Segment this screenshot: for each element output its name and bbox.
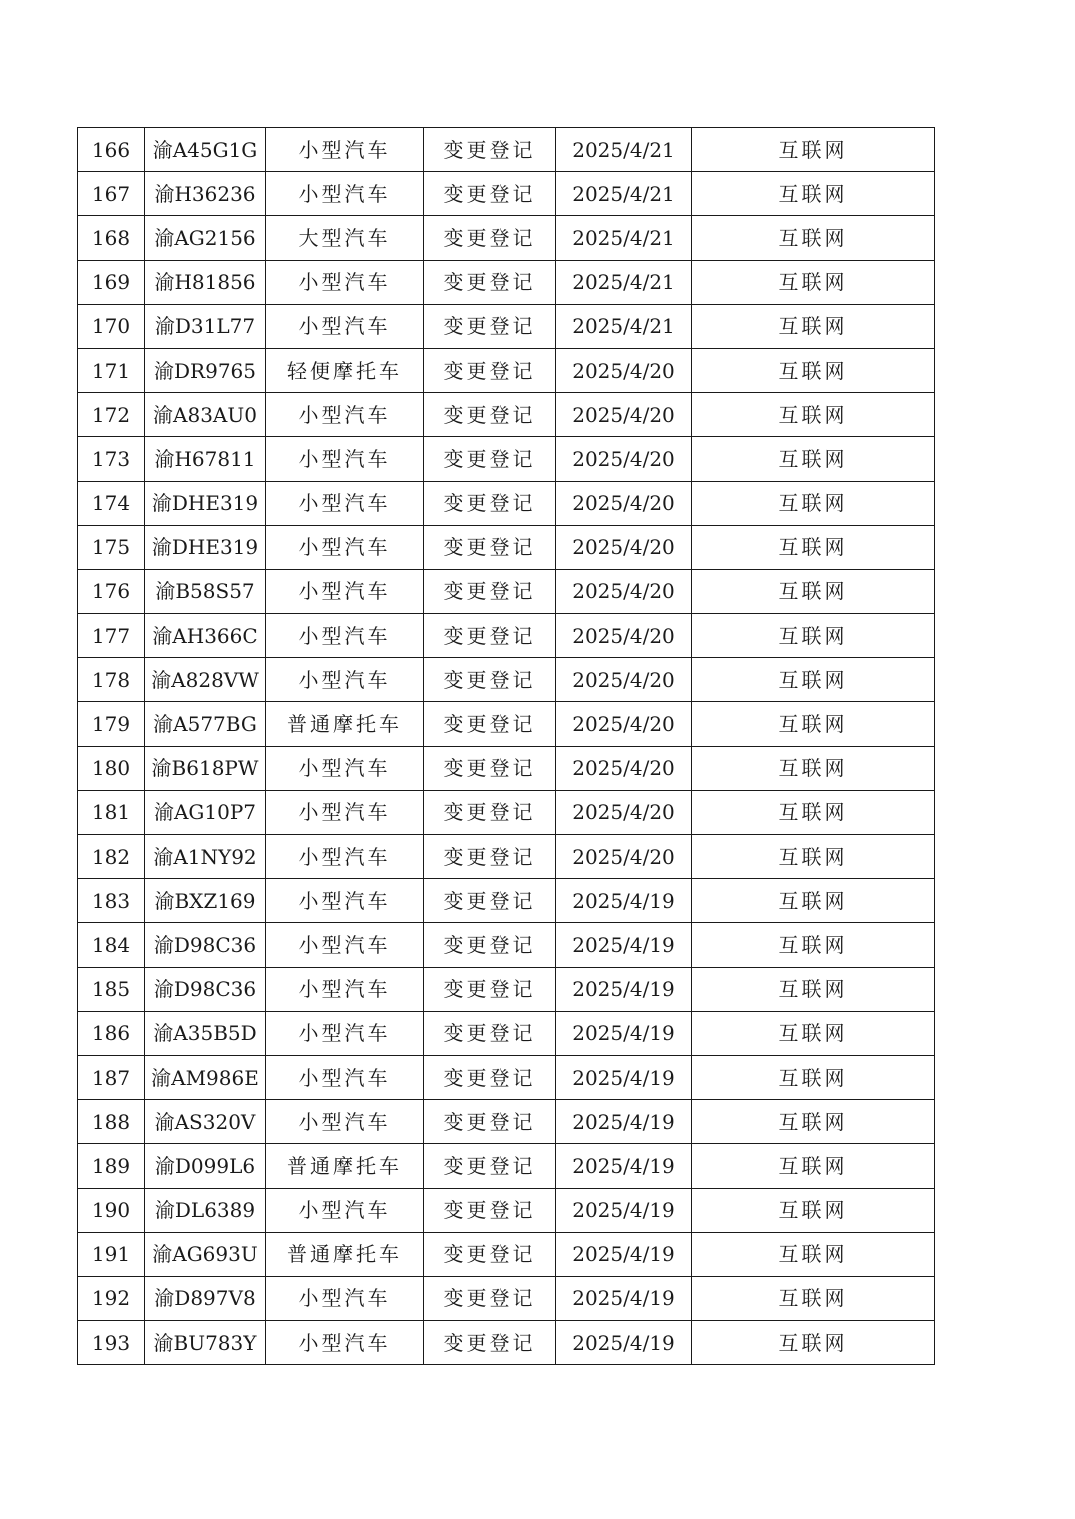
table-row <box>78 525 935 569</box>
vehicle-type: 大型汽车 <box>266 216 424 260</box>
handle-date: 2025/4/21 <box>556 304 692 348</box>
row-number: 167 <box>78 172 145 216</box>
handle-channel: 互联网 <box>692 437 935 481</box>
plate-number: 渝BXZ169 <box>145 879 266 923</box>
handle-date: 2025/4/20 <box>556 481 692 525</box>
business-type: 变更登记 <box>424 879 556 923</box>
table-row <box>78 128 935 172</box>
plate-number: 渝A45G1G <box>145 128 266 172</box>
handle-date: 2025/4/19 <box>556 1011 692 1055</box>
plate-number: 渝AM986E <box>145 1055 266 1099</box>
vehicle-type: 小型汽车 <box>266 1100 424 1144</box>
plate-number: 渝D31L77 <box>145 304 266 348</box>
handle-channel: 互联网 <box>692 923 935 967</box>
handle-date: 2025/4/20 <box>556 525 692 569</box>
handle-date: 2025/4/21 <box>556 216 692 260</box>
business-type: 变更登记 <box>424 393 556 437</box>
plate-number: 渝B618PW <box>145 746 266 790</box>
handle-date: 2025/4/19 <box>556 967 692 1011</box>
table-row <box>78 304 935 348</box>
table-row <box>78 967 935 1011</box>
handle-date: 2025/4/19 <box>556 923 692 967</box>
business-type: 变更登记 <box>424 1321 556 1365</box>
table-row <box>78 614 935 658</box>
handle-channel: 互联网 <box>692 1232 935 1276</box>
table-row <box>78 702 935 746</box>
handle-channel: 互联网 <box>692 569 935 613</box>
vehicle-type: 轻便摩托车 <box>266 348 424 392</box>
row-number: 189 <box>78 1144 145 1188</box>
vehicle-type: 普通摩托车 <box>266 1232 424 1276</box>
business-type: 变更登记 <box>424 614 556 658</box>
vehicle-type: 小型汽车 <box>266 614 424 658</box>
row-number: 168 <box>78 216 145 260</box>
row-number: 180 <box>78 746 145 790</box>
handle-channel: 互联网 <box>692 1011 935 1055</box>
vehicle-type: 小型汽车 <box>266 835 424 879</box>
handle-channel: 互联网 <box>692 304 935 348</box>
handle-date: 2025/4/19 <box>556 879 692 923</box>
vehicle-type: 小型汽车 <box>266 128 424 172</box>
vehicle-type: 小型汽车 <box>266 1321 424 1365</box>
business-type: 变更登记 <box>424 658 556 702</box>
handle-channel: 互联网 <box>692 1055 935 1099</box>
business-type: 变更登记 <box>424 1055 556 1099</box>
table-row <box>78 1055 935 1099</box>
plate-number: 渝AG693U <box>145 1232 266 1276</box>
table-row <box>78 658 935 702</box>
business-type: 变更登记 <box>424 216 556 260</box>
business-type: 变更登记 <box>424 481 556 525</box>
plate-number: 渝B58S57 <box>145 569 266 613</box>
vehicle-type: 小型汽车 <box>266 746 424 790</box>
vehicle-type: 小型汽车 <box>266 393 424 437</box>
table-row <box>78 348 935 392</box>
handle-channel: 互联网 <box>692 835 935 879</box>
business-type: 变更登记 <box>424 1144 556 1188</box>
handle-channel: 互联网 <box>692 967 935 1011</box>
vehicle-type: 小型汽车 <box>266 967 424 1011</box>
plate-number: 渝DHE319 <box>145 525 266 569</box>
handle-channel: 互联网 <box>692 1144 935 1188</box>
handle-date: 2025/4/19 <box>556 1055 692 1099</box>
row-number: 174 <box>78 481 145 525</box>
handle-date: 2025/4/21 <box>556 172 692 216</box>
table-row <box>78 481 935 525</box>
business-type: 变更登记 <box>424 790 556 834</box>
row-number: 171 <box>78 348 145 392</box>
table-row <box>78 393 935 437</box>
plate-number: 渝A828VW <box>145 658 266 702</box>
vehicle-type: 小型汽车 <box>266 879 424 923</box>
business-type: 变更登记 <box>424 967 556 1011</box>
handle-channel: 互联网 <box>692 746 935 790</box>
handle-date: 2025/4/20 <box>556 614 692 658</box>
handle-channel: 互联网 <box>692 260 935 304</box>
business-type: 变更登记 <box>424 746 556 790</box>
row-number: 170 <box>78 304 145 348</box>
row-number: 183 <box>78 879 145 923</box>
business-type: 变更登记 <box>424 1011 556 1055</box>
table-body <box>78 128 935 1365</box>
vehicle-type: 小型汽车 <box>266 172 424 216</box>
handle-channel: 互联网 <box>692 658 935 702</box>
handle-date: 2025/4/20 <box>556 437 692 481</box>
table-row <box>78 1276 935 1320</box>
handle-channel: 互联网 <box>692 614 935 658</box>
plate-number: 渝AG2156 <box>145 216 266 260</box>
row-number: 191 <box>78 1232 145 1276</box>
table-row <box>78 879 935 923</box>
plate-number: 渝A35B5D <box>145 1011 266 1055</box>
vehicle-type: 小型汽车 <box>266 569 424 613</box>
vehicle-type: 小型汽车 <box>266 1276 424 1320</box>
vehicle-type: 小型汽车 <box>266 923 424 967</box>
handle-channel: 互联网 <box>692 1100 935 1144</box>
business-type: 变更登记 <box>424 348 556 392</box>
handle-date: 2025/4/20 <box>556 658 692 702</box>
handle-date: 2025/4/20 <box>556 790 692 834</box>
business-type: 变更登记 <box>424 437 556 481</box>
business-type: 变更登记 <box>424 525 556 569</box>
handle-date: 2025/4/20 <box>556 702 692 746</box>
vehicle-type: 小型汽车 <box>266 260 424 304</box>
vehicle-type: 小型汽车 <box>266 1055 424 1099</box>
vehicle-type: 普通摩托车 <box>266 1144 424 1188</box>
handle-date: 2025/4/20 <box>556 569 692 613</box>
table-row <box>78 923 935 967</box>
vehicle-type: 小型汽车 <box>266 481 424 525</box>
row-number: 181 <box>78 790 145 834</box>
row-number: 182 <box>78 835 145 879</box>
plate-number: 渝A83AU0 <box>145 393 266 437</box>
row-number: 172 <box>78 393 145 437</box>
table-row <box>78 1011 935 1055</box>
handle-date: 2025/4/20 <box>556 348 692 392</box>
plate-number: 渝AG10P7 <box>145 790 266 834</box>
handle-date: 2025/4/20 <box>556 393 692 437</box>
handle-channel: 互联网 <box>692 790 935 834</box>
business-type: 变更登记 <box>424 128 556 172</box>
handle-date: 2025/4/19 <box>556 1188 692 1232</box>
handle-date: 2025/4/19 <box>556 1276 692 1320</box>
handle-channel: 互联网 <box>692 1321 935 1365</box>
table-row <box>78 790 935 834</box>
plate-number: 渝BU783Y <box>145 1321 266 1365</box>
row-number: 178 <box>78 658 145 702</box>
row-number: 169 <box>78 260 145 304</box>
plate-number: 渝D099L6 <box>145 1144 266 1188</box>
table-row <box>78 1100 935 1144</box>
plate-number: 渝H67811 <box>145 437 266 481</box>
vehicle-type: 小型汽车 <box>266 525 424 569</box>
row-number: 192 <box>78 1276 145 1320</box>
handle-date: 2025/4/19 <box>556 1232 692 1276</box>
row-number: 177 <box>78 614 145 658</box>
row-number: 193 <box>78 1321 145 1365</box>
business-type: 变更登记 <box>424 835 556 879</box>
plate-number: 渝AS320V <box>145 1100 266 1144</box>
vehicle-type: 小型汽车 <box>266 658 424 702</box>
handle-channel: 互联网 <box>692 1188 935 1232</box>
handle-date: 2025/4/19 <box>556 1144 692 1188</box>
handle-date: 2025/4/21 <box>556 128 692 172</box>
table-row <box>78 569 935 613</box>
handle-channel: 互联网 <box>692 172 935 216</box>
plate-number: 渝A1NY92 <box>145 835 266 879</box>
row-number: 175 <box>78 525 145 569</box>
handle-date: 2025/4/21 <box>556 260 692 304</box>
vehicle-records-table <box>77 127 935 1365</box>
business-type: 变更登记 <box>424 1276 556 1320</box>
plate-number: 渝DR9765 <box>145 348 266 392</box>
plate-number: 渝DHE319 <box>145 481 266 525</box>
table-row <box>78 1144 935 1188</box>
plate-number: 渝A577BG <box>145 702 266 746</box>
handle-channel: 互联网 <box>692 702 935 746</box>
table-row <box>78 1321 935 1365</box>
business-type: 变更登记 <box>424 1232 556 1276</box>
handle-date: 2025/4/20 <box>556 835 692 879</box>
business-type: 变更登记 <box>424 702 556 746</box>
handle-channel: 互联网 <box>692 481 935 525</box>
plate-number: 渝D98C36 <box>145 923 266 967</box>
handle-date: 2025/4/20 <box>556 746 692 790</box>
handle-channel: 互联网 <box>692 879 935 923</box>
row-number: 179 <box>78 702 145 746</box>
business-type: 变更登记 <box>424 1100 556 1144</box>
business-type: 变更登记 <box>424 304 556 348</box>
row-number: 186 <box>78 1011 145 1055</box>
table-row <box>78 172 935 216</box>
plate-number: 渝AH366C <box>145 614 266 658</box>
row-number: 173 <box>78 437 145 481</box>
plate-number: 渝H81856 <box>145 260 266 304</box>
vehicle-type: 小型汽车 <box>266 304 424 348</box>
handle-channel: 互联网 <box>692 1276 935 1320</box>
business-type: 变更登记 <box>424 172 556 216</box>
row-number: 190 <box>78 1188 145 1232</box>
plate-number: 渝D98C36 <box>145 967 266 1011</box>
vehicle-type: 小型汽车 <box>266 790 424 834</box>
handle-channel: 互联网 <box>692 128 935 172</box>
handle-date: 2025/4/19 <box>556 1100 692 1144</box>
row-number: 184 <box>78 923 145 967</box>
vehicle-type: 小型汽车 <box>266 437 424 481</box>
row-number: 166 <box>78 128 145 172</box>
table-row <box>78 746 935 790</box>
plate-number: 渝H36236 <box>145 172 266 216</box>
table-row <box>78 1232 935 1276</box>
plate-number: 渝DL6389 <box>145 1188 266 1232</box>
handle-channel: 互联网 <box>692 216 935 260</box>
plate-number: 渝D897V8 <box>145 1276 266 1320</box>
business-type: 变更登记 <box>424 1188 556 1232</box>
row-number: 187 <box>78 1055 145 1099</box>
business-type: 变更登记 <box>424 923 556 967</box>
row-number: 185 <box>78 967 145 1011</box>
table-row <box>78 216 935 260</box>
table-row <box>78 1188 935 1232</box>
row-number: 188 <box>78 1100 145 1144</box>
vehicle-type: 普通摩托车 <box>266 702 424 746</box>
table-row <box>78 437 935 481</box>
handle-date: 2025/4/19 <box>556 1321 692 1365</box>
vehicle-type: 小型汽车 <box>266 1188 424 1232</box>
handle-channel: 互联网 <box>692 525 935 569</box>
business-type: 变更登记 <box>424 569 556 613</box>
table-row <box>78 835 935 879</box>
business-type: 变更登记 <box>424 260 556 304</box>
table-row <box>78 260 935 304</box>
handle-channel: 互联网 <box>692 348 935 392</box>
vehicle-type: 小型汽车 <box>266 1011 424 1055</box>
row-number: 176 <box>78 569 145 613</box>
handle-channel: 互联网 <box>692 393 935 437</box>
